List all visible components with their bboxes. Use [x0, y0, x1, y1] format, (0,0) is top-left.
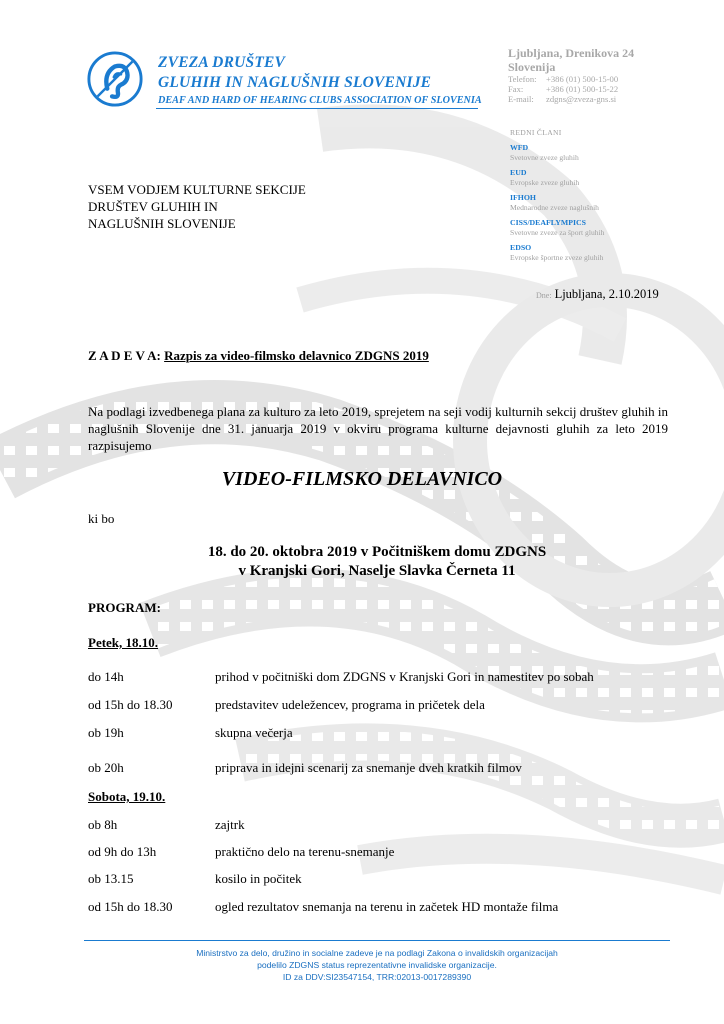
footer-divider — [84, 940, 670, 941]
date-value: Ljubljana, 2.10.2019 — [554, 287, 659, 301]
member-name: Evropske športne zveze gluhih — [510, 253, 604, 262]
footer-line1: Ministrstvo za delo, družino in socialne zadeve je na podlagi Zakona o invalidskih organizacijah — [196, 948, 558, 958]
contact-email — [508, 94, 616, 104]
schedule-time: od 9h do 13h — [88, 844, 157, 859]
letterhead-divider — [156, 108, 478, 109]
schedule-time: ob 8h — [88, 817, 118, 832]
schedule-row — [88, 899, 558, 915]
schedule-time: ob 13.15 — [88, 871, 134, 886]
footer-line3: ID za DDV:SI23547154, TRR:02013-0017289390 — [282, 972, 472, 982]
footer-line2: podelilo ZDGNS status reprezentativne invalidske organizacije. — [257, 960, 497, 970]
member-item — [510, 168, 604, 187]
members-list — [510, 128, 604, 268]
schedule-desc: priprava in idejni scenarij za snemanje dveh kratkih filmov — [215, 760, 522, 775]
subject-label: Z A D E V A: — [88, 348, 161, 363]
schedule-time: od 15h do 18.30 — [88, 899, 173, 914]
schedule-desc: zajtrk — [215, 817, 245, 832]
ki-bo-text: ki bo — [88, 511, 115, 526]
org-name-english: DEAF AND HARD OF HEARING CLUBS ASSOCIATION OF SLOVENIA — [158, 95, 482, 106]
schedule-desc: kosilo in počitek — [215, 871, 302, 886]
subject-text: Razpis za video-filmsko delavnico ZDGNS 2019 — [164, 348, 429, 363]
addressee-line1: VSEM VODJEM KULTURNE SEKCIJE — [88, 182, 306, 197]
schedule-desc: predstavitev udeležencev, programa in pričetek dela — [215, 697, 485, 712]
schedule-row — [88, 669, 594, 685]
fax-label: Fax: — [508, 84, 524, 94]
member-name: Evropske zveze gluhih — [510, 178, 580, 187]
schedule-row — [88, 760, 522, 776]
schedule-time: ob 20h — [88, 760, 124, 775]
address-country: Slovenija — [508, 60, 556, 74]
venue-location-line: v Kranjski Gori, Naselje Slavka Černeta 11 — [238, 563, 516, 579]
org-name-line2: GLUHIH IN NAGLUŠNIH SLOVENIJE — [158, 74, 432, 91]
member-item — [510, 218, 604, 237]
letter-date — [536, 287, 659, 302]
schedule-time: do 14h — [88, 669, 124, 684]
schedule-time: od 15h do 18.30 — [88, 697, 173, 712]
schedule-desc: prihod v počitniški dom ZDGNS v Kranjski Gori in namestitev po sobah — [215, 669, 594, 684]
schedule-desc: ogled rezultatov snemanja na terenu in začetek HD montaže filma — [215, 899, 559, 914]
member-abbr: IFHOH — [510, 193, 536, 202]
intro-paragraph: Na podlagi izvedbenega plana za kulturo za leto 2019, sprejetem na seji vodij kulturnih sekcij društev gluhih in naglušnih Slovenije dne 31. januarja 2019 v okviru programa kulturne dejavnosti gluhih za leto 2019 razpisujemo — [88, 404, 668, 453]
contact-fax — [508, 84, 618, 94]
schedule-desc: praktično delo na terenu-snemanje — [215, 844, 395, 859]
member-abbr: EUD — [510, 168, 527, 177]
member-item — [510, 143, 604, 162]
member-item — [510, 243, 604, 262]
date-label: Dne: — [536, 291, 552, 300]
schedule-row — [88, 817, 245, 833]
member-name: Svetovne zveze gluhih — [510, 153, 579, 162]
addressee-line3: NAGLUŠNIH SLOVENIJE — [88, 216, 236, 231]
workshop-headline: VIDEO-FILMSKO DELAVNICO — [221, 468, 503, 490]
member-abbr: EDSO — [510, 243, 532, 252]
day-title-saturday: Sobota, 19.10. — [88, 789, 166, 804]
program-title: PROGRAM: — [88, 600, 161, 615]
member-name: Svetovne zveze za šport gluhih — [510, 228, 605, 237]
schedule-row — [88, 844, 394, 860]
member-item — [510, 193, 604, 212]
schedule-desc: skupna večerja — [215, 725, 293, 740]
schedule-time: ob 19h — [88, 725, 124, 740]
member-abbr: WFD — [510, 143, 529, 152]
addressee-line2: DRUŠTEV GLUHIH IN — [88, 199, 218, 214]
fax-value: +386 (01) 500-15-22 — [546, 84, 619, 94]
member-name: Mednarodne zveze naglušnih — [510, 203, 599, 212]
email-label: E-mail: — [508, 94, 534, 104]
schedule-row — [88, 871, 302, 887]
day-title-friday: Petek, 18.10. — [88, 635, 159, 650]
venue-date-line: 18. do 20. oktobra 2019 v Počitniškem domu ZDGNS — [207, 544, 547, 560]
member-abbr: CISS/DEAFLYMPICS — [510, 218, 586, 227]
schedule-row — [88, 725, 293, 741]
contact-phone — [508, 74, 618, 84]
subject-line — [88, 348, 429, 364]
phone-label: Telefon: — [508, 74, 537, 84]
address-street: Ljubljana, Drenikova 24 — [508, 46, 635, 60]
phone-value: +386 (01) 500-15-00 — [546, 74, 619, 84]
schedule-row — [88, 697, 485, 713]
members-title: REDNI ČLANI — [510, 128, 562, 137]
ear-logo-icon — [86, 50, 144, 108]
org-name-line1: ZVEZA DRUŠTEV — [158, 54, 286, 71]
email-value[interactable]: zdgns@zveza-gns.si — [546, 94, 617, 104]
